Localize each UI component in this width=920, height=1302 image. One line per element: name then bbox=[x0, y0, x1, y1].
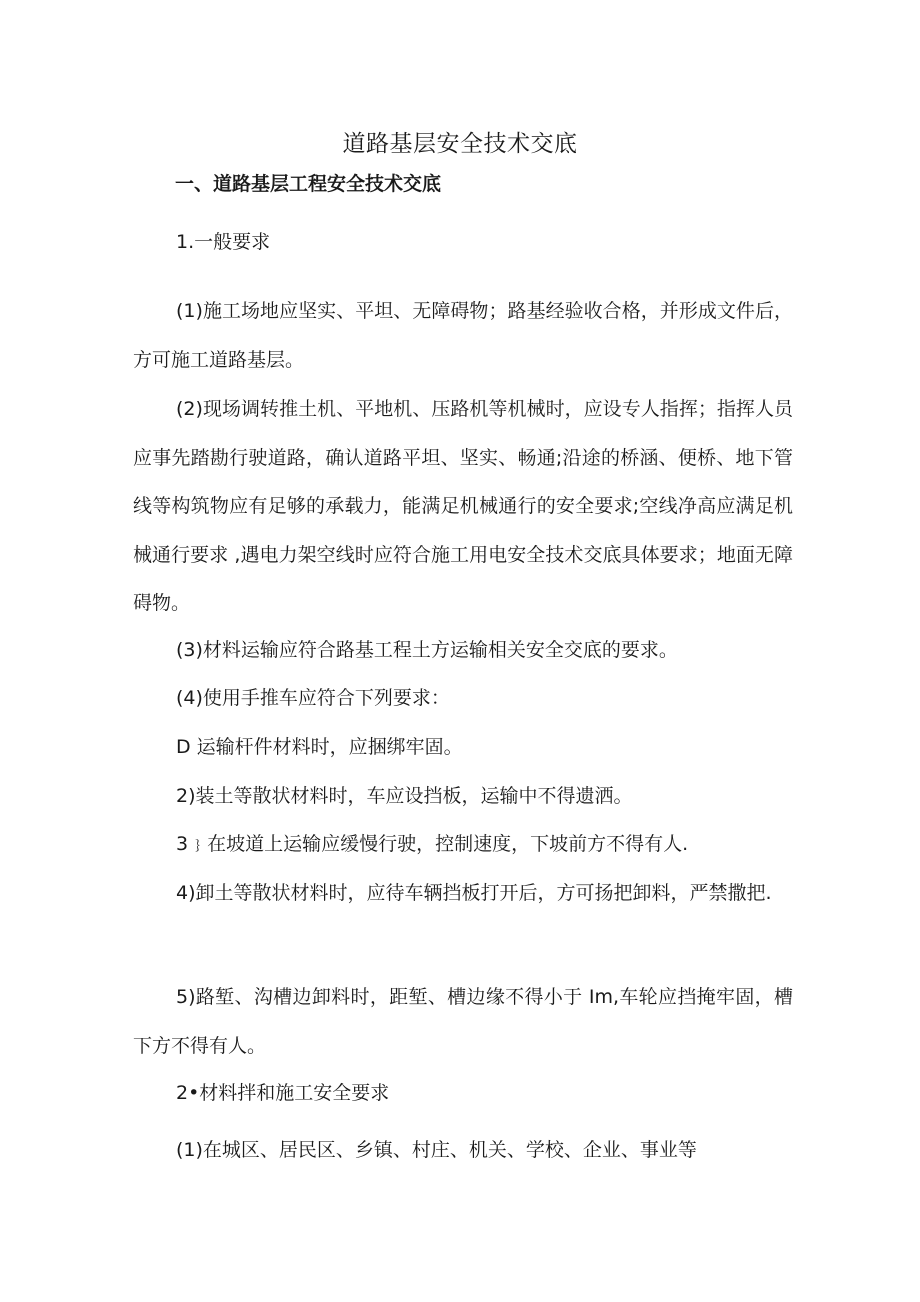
paragraph-handcart: (4)使用手推车应符合下列要求： bbox=[176, 687, 450, 709]
sub-heading-general: 1.一般要求 bbox=[176, 231, 271, 253]
list-item-3: 3﹜在坡道上运输应缓慢行驶，控制速度，下坡前方不得有人. bbox=[176, 833, 689, 855]
paragraph-transport: (3)材料运输应符合路基工程土方运输相关安全交底的要求。 bbox=[176, 639, 678, 661]
list-item-4: 4)卸土等散状材料时，应待车辆挡板打开后，方可扬把卸料，严禁撒把. bbox=[176, 882, 772, 904]
paragraph-machinery: (2)现场调转推土机、平地机、压路机等机械时，应设专人指挥；指挥人员应事先踏勘行驶道路，确认道路平坦、坚实、畅通;沿途的桥涵、便桥、地下管线等构筑物应有足够的承载力，能满足机械通行的安全要求;空线净高应满足机械通行要求 ,遇电力架空线时应符合施工用电安全技术交底具体要求；地面无障碍物。 bbox=[133, 398, 793, 614]
paragraph-site: (1)施工场地应坚实、平坦、无障碍物；路基经验收合格，并形成文件后，方可施工道路基层。 bbox=[133, 300, 793, 371]
list-item-5: 5)路堑、沟槽边卸料时，距堑、槽边缘不得小于 Im,车轮应挡掩牢固，槽下方不得有人。 bbox=[133, 986, 793, 1057]
paragraph-urban-areas: (1)在城区、居民区、乡镇、村庄、机关、学校、企业、事业等 bbox=[176, 1139, 697, 1161]
section-heading: 一、道路基层工程安全技术交底 bbox=[175, 173, 442, 195]
sub-heading-mixing: 2•材料拌和施工安全要求 bbox=[176, 1082, 390, 1104]
document-title: 道路基层安全技术交底 bbox=[342, 131, 578, 157]
list-item-2: 2)装土等散状材料时，车应设挡板，运输中不得遗洒。 bbox=[176, 785, 633, 807]
list-item-1: D 运输杆件材料时，应捆绑牢固。 bbox=[176, 736, 463, 758]
